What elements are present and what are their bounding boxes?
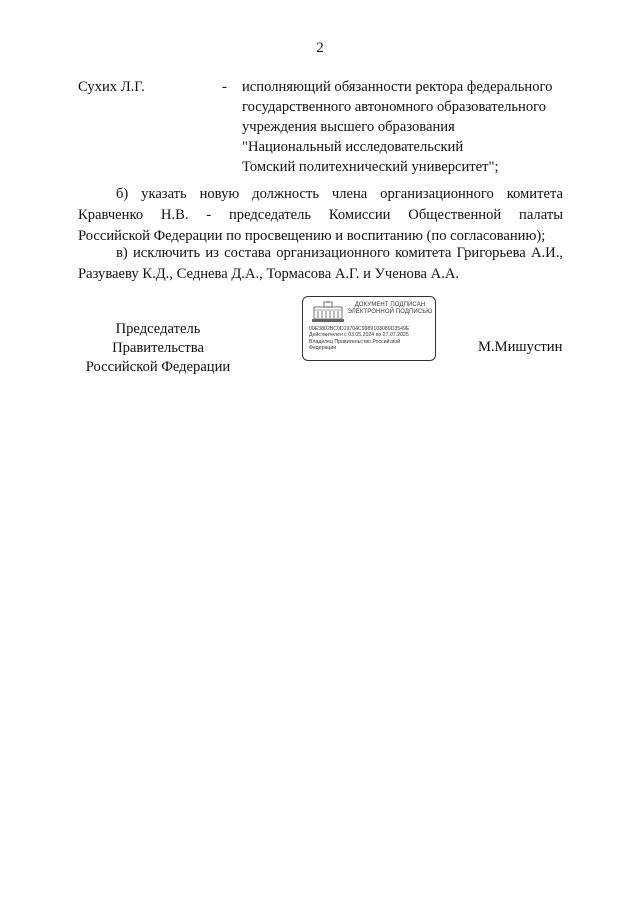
stamp-validity: Действителен с 03.05.2024 по 27.07.2025 — [309, 332, 409, 339]
stamp-info — [309, 326, 433, 351]
signatory-title — [78, 320, 238, 377]
emblem-icon — [311, 301, 345, 323]
member-position — [242, 77, 552, 177]
member-position-line: исполняющий обязанности ректора федерального — [242, 79, 553, 95]
member-position-line: учреждения высшего образования — [242, 119, 455, 135]
electronic-signature-stamp — [302, 296, 436, 361]
stamp-title-line: ЭЛЕКТРОННОЙ ПОДПИСЬЮ — [347, 309, 433, 315]
item-b-line: б) указать новую должность члена организационного комитета — [116, 186, 563, 202]
item-b-line: Кравченко Н.В. - председатель Комиссии Общественной палаты — [78, 207, 563, 223]
member-name: Сухих Л.Г. — [78, 79, 145, 95]
signatory-name: М.Мишустин — [478, 339, 563, 355]
stamp-title — [347, 302, 433, 316]
item-b-paragraph — [78, 184, 563, 247]
member-dash: - — [222, 79, 227, 95]
item-b-line: Российской Федерации по просвещению и воспитанию (по согласованию); — [78, 228, 546, 244]
signatory-title-line: Председатель Правительства — [112, 321, 204, 356]
page-number: 2 — [316, 40, 324, 56]
stamp-title-line: ДОКУМЕНТ ПОДПИСАН — [354, 302, 426, 308]
member-position-line: Томский политехнический университет"; — [242, 159, 499, 175]
item-v-line: в) исключить из состава организационного комитета Григорьева А.И., — [116, 245, 563, 261]
member-position-line: "Национальный исследовательский — [242, 139, 464, 155]
stamp-certificate: 00E3802BC0D19704C9989103089D3549E — [309, 326, 410, 332]
stamp-owner: Федерации — [309, 344, 337, 351]
item-v-line: Разуваеву К.Д., Седнева Д.А., Тормасова А.Г. и Ученова А.А. — [78, 266, 460, 282]
item-v-paragraph — [78, 243, 563, 285]
member-position-line: государственного автономного образовательного — [242, 99, 547, 115]
stamp-owner: Владелец Правительство Российской — [309, 338, 401, 345]
signatory-title-line: Российской Федерации — [85, 359, 231, 375]
